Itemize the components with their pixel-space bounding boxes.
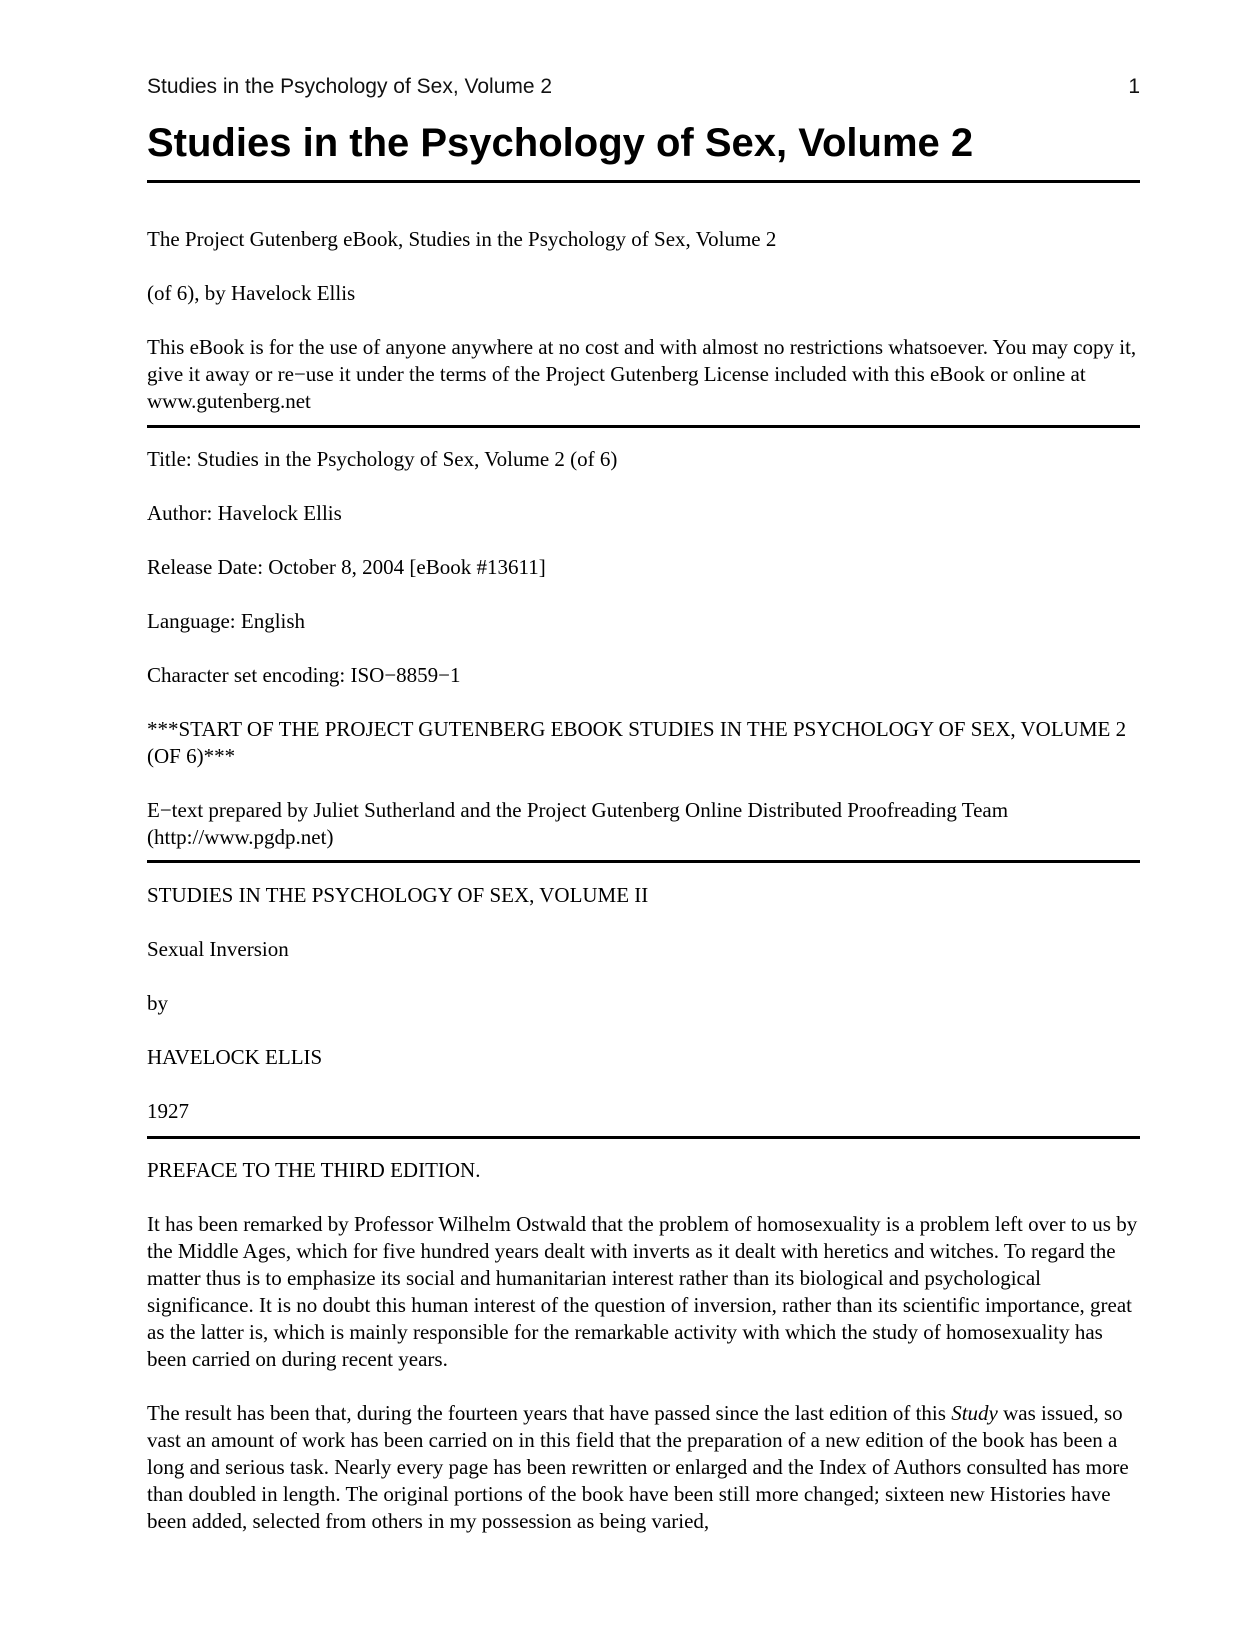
etext-credits: E−text prepared by Juliet Sutherland and the Project Gutenberg Online Distributed Proofreading Team (http://www.pgdp.net) bbox=[147, 798, 1009, 849]
start-marker: ***START OF THE PROJECT GUTENBERG EBOOK STUDIES IN THE PSYCHOLOGY OF SEX, VOLUME 2 (OF 6)*** bbox=[147, 717, 1127, 768]
title-divider bbox=[147, 180, 1140, 183]
intro-line-1: The Project Gutenberg eBook, Studies in the Psychology of Sex, Volume 2 bbox=[147, 227, 777, 251]
running-header-title: Studies in the Psychology of Sex, Volume 2 bbox=[147, 75, 553, 98]
section-divider-2 bbox=[147, 860, 1140, 863]
meta-author: Author: Havelock Ellis bbox=[147, 501, 342, 525]
volume-heading: STUDIES IN THE PSYCHOLOGY OF SEX, VOLUME II bbox=[147, 883, 649, 907]
publication-year: 1927 bbox=[147, 1099, 189, 1123]
meta-title: Title: Studies in the Psychology of Sex, Volume 2 (of 6) bbox=[147, 447, 618, 471]
meta-release-date: Release Date: October 8, 2004 [eBook #13611] bbox=[147, 555, 546, 579]
section-divider-1 bbox=[147, 425, 1140, 428]
volume-subtitle: Sexual Inversion bbox=[147, 937, 289, 961]
by-line: by bbox=[147, 991, 168, 1015]
intro-line-2: (of 6), by Havelock Ellis bbox=[147, 281, 356, 305]
para2-text-after: was issued, so vast an amount of work has been carried on in this field that the preparation of a new edition of the book has been a long and serious task. Nearly every page has been rewritten or enlarged and the Index of Authors consulted has more than doubled in length. The original portions of the book have been still more changed; sixteen new Histories have been added, selected from others in my possession as being varied, bbox=[147, 1401, 1129, 1533]
page-number: 1 bbox=[1128, 75, 1140, 98]
author-name: HAVELOCK ELLIS bbox=[147, 1045, 323, 1069]
section-divider-3 bbox=[147, 1136, 1140, 1139]
meta-language: Language: English bbox=[147, 609, 306, 633]
preface-paragraph-2 bbox=[147, 1400, 1140, 1535]
para2-text-before: The result has been that, during the fourteen years that have passed since the last edition of this bbox=[147, 1401, 952, 1425]
license-paragraph: This eBook is for the use of anyone anywhere at no cost and with almost no restrictions whatsoever. You may copy it, give it away or re−use it under the terms of the Project Gutenberg License included with this eBook or online at www.gutenberg.net bbox=[147, 335, 1137, 413]
document-title: Studies in the Psychology of Sex, Volume 2 bbox=[147, 121, 974, 165]
meta-encoding: Character set encoding: ISO−8859−1 bbox=[147, 663, 461, 687]
para2-italic-study: Study bbox=[951, 1401, 998, 1425]
preface-paragraph-1: It has been remarked by Professor Wilhelm Ostwald that the problem of homosexuality is a problem left over to us by the Middle Ages, which for five hundred years dealt with inverts as it dealt with heretics and witches. To regard the matter thus is to emphasize its social and humanitarian interest rather than its biological and psychological significance. It is no doubt this human interest of the question of inversion, rather than its scientific importance, great as the latter is, which is mainly responsible for the remarkable activity with which the study of homosexuality has been carried on during recent years. bbox=[147, 1212, 1138, 1371]
preface-heading: PREFACE TO THE THIRD EDITION. bbox=[147, 1158, 481, 1182]
